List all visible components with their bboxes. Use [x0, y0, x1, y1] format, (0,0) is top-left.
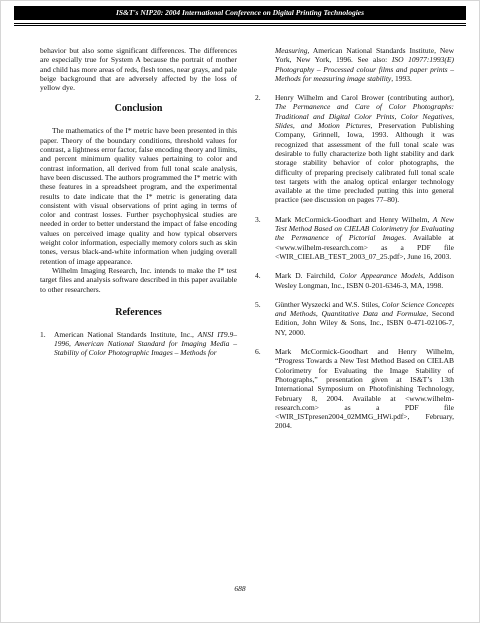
reference-title: Color Appearance Models [339, 271, 424, 281]
reference-number: 2. [255, 93, 261, 103]
reference-text-part: , 1993. [391, 73, 412, 83]
reference-text-part: , American National Standards Institute, New York, New York, 1996. See also: [275, 46, 454, 65]
reference-text [275, 93, 454, 205]
reference-number: 6. [255, 347, 261, 357]
reference-text-part: , Addison Wesley Longman, Inc., ISBN 0-201-6346-3, MA, 1998. [275, 271, 454, 290]
reference-text-part: Henry Wilhelm and Carol Brower (contributing author), [275, 93, 454, 103]
reference-number: 4. [255, 271, 261, 281]
conclusion-paragraph-2: Wilhelm Imaging Research, Inc. intends to make the I* test target files and analysis software described in this paper available to other researchers. [40, 265, 237, 294]
conclusion-heading: Conclusion [114, 103, 163, 115]
reference-number-spacer [255, 46, 275, 83]
running-header: IS&T's NIP20: 2004 International Conference on Digital Printing Technologies [14, 6, 466, 20]
conclusion-paragraph-1: The mathematics of the I* metric have been presented in this paper. Theory of the boundary conditions, threshold values for contrast, a lightness error factor, false encoding theory and limits, and percent minimum quality values pertaining to color and contrast information, all derived from full tonal scale analysis, have been discussed. The authors programmed the I* metric with these features in a spreadsheet program, and the experimental results to date indicate that the I* metric is generating data consistent with visual observations of print aging in terms of color and contrast losses. Further psychophysical studies are needed in order to better understand the impact of false encoding values on perceived image quality and how typical observers weight color information, especially memory colors such as skin tones, versus black-and-white information when judging overall retention of image appearance. [40, 126, 237, 266]
reference-text [54, 330, 237, 358]
reference-number: 1. [40, 329, 46, 339]
reference-text-part: . Available at <www.wilhelm-research.com> as a PDF file <WIR_CIELAB_TEST_2003_07_25.pdf>, June 16, 2003. [275, 233, 454, 261]
reference-title: The Permanence and Care of Color Photographs: Traditional and Digital Color Prints, Color Negatives, Slides, and Motion Pictures [275, 102, 454, 131]
header-rule-top [14, 23, 466, 24]
reference-title: A New Test Method Based on CIELAB Colorimetry for Evaluating the Permanence of Pictorial Images [275, 214, 455, 243]
intro-paragraph: behavior but also some significant differences. The differences are especially true for System A because the portrait of mother and child has more areas of reds, flesh tones, near grays, and pale beige background that are adversely affected by the loss of yellow dye. [40, 46, 237, 93]
reference-1 [40, 330, 237, 358]
reference-2 [255, 93, 454, 205]
reference-number: 5. [255, 299, 261, 309]
reference-text [275, 215, 454, 261]
reference-text [275, 271, 454, 290]
right-column [255, 46, 454, 431]
reference-text [275, 300, 454, 337]
header-rule-bottom [14, 25, 466, 26]
reference-6 [255, 347, 454, 431]
reference-text-part: , Preservation Publishing Company, Grinnell, Iowa, 1993. Although it was recognized that assessment of the full tonal scale was desirable to fully characterize both light stability and dark storage stability behavior of color photographs, the difficulty of preparing precisely calibrated full tonal scale test targets with the analog optical enlarger technology available at the time precluded putting this into general practice (see discussion on pages 77–80). [275, 121, 454, 205]
reference-title: ANSI IT9.9–1996, American National Standard for Imaging Media – Stability of Color Photographic Images – Methods for [54, 329, 238, 358]
reference-5 [255, 300, 454, 337]
reference-4 [255, 271, 454, 290]
reference-title: Color Science Concepts and Methods, Quantitative Data and Formulae [275, 299, 454, 319]
reference-text-part: Mark D. Fairchild, [275, 271, 340, 281]
reference-text-part: Mark McCormick-Goodhart and Henry Wilhelm, [275, 214, 433, 224]
reference-text-part: Günther Wyszecki and W.S. Stiles, [275, 299, 382, 309]
reference-3 [255, 215, 454, 261]
reference-1-continued [255, 46, 454, 83]
left-column [40, 46, 237, 358]
reference-title: Measuring [275, 46, 308, 55]
reference-title: ISO 10977:1993(E) Photography – Processed colour films and paper prints – Methods for measuring image stability [275, 55, 454, 83]
reference-text-part: American National Standards Institute, Inc., [54, 329, 198, 339]
reference-text: Mark McCormick-Goodhart and Henry Wilhelm, “Progress Towards a New Test Method Based on CIELAB Colorimetry for Evaluating the Image Stability of Photographs,” presentation given at IS&T’s 13th International Symposium on Photofinishing Technology, February 8, 2004. Available at <www.wilhelm-research.com> as a PDF file <WIR_ISTpresen2004_02MMG_HWi.pdf>, February, 2004. [275, 347, 454, 431]
reference-number: 3. [255, 214, 261, 224]
references-heading: References [115, 306, 162, 318]
reference-text-part: , Second Edition, John Wiley & Sons, Inc., ISBN 0-471-02106-7, NY, 2000. [275, 309, 454, 337]
reference-text [275, 46, 454, 83]
page-number: 688 [234, 584, 246, 593]
